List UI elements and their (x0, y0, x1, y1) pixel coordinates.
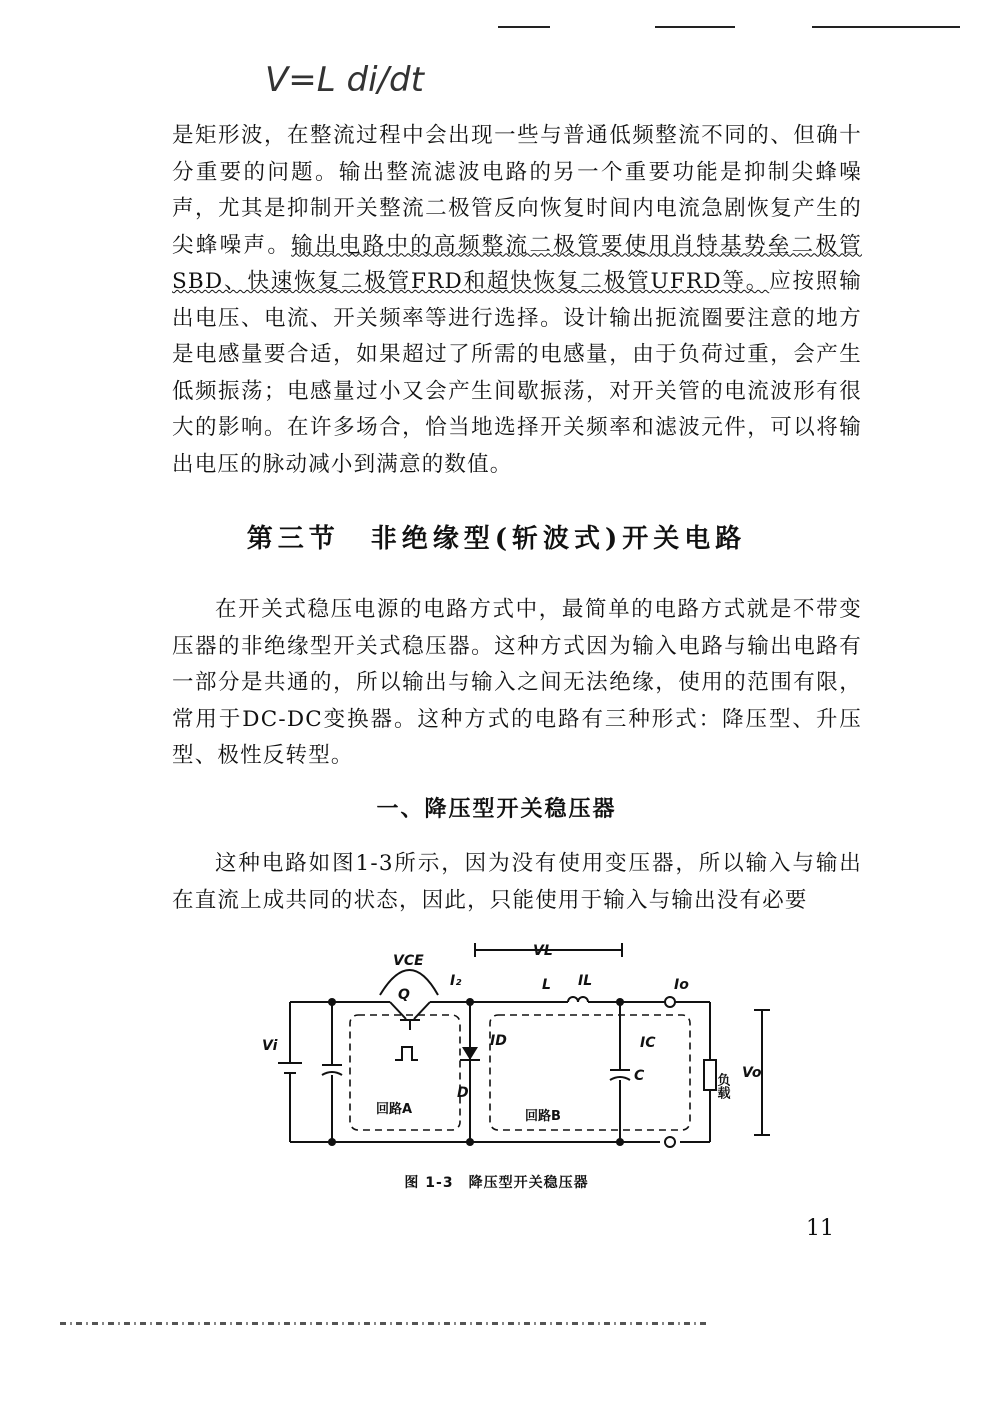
header-rule-3 (812, 26, 960, 28)
scan-artifact-line (60, 1322, 710, 1325)
label-c: C (634, 1068, 645, 1084)
handwritten-note: V=L di/dt (265, 60, 424, 100)
label-ic: IC (640, 1035, 656, 1051)
label-l: L (542, 977, 551, 993)
paragraph-3-text: 这种电路如图1-3所示，因为没有使用变压器，所以输入与输出在直流上成共同的状态，因此，只能使用于输入与输出没有必要 (172, 851, 862, 913)
label-loop-b: 回路B (525, 1109, 561, 1124)
label-vl: VL (533, 943, 553, 959)
section-title: 第三节 非绝缘型(斩波式)开关电路 (246, 524, 747, 554)
label-vce: VCE (393, 953, 424, 969)
paragraph-1-underlined: 输出电路中的高频整流二极管要使用肖特基势垒二极管SBD、快速恢复二极管FRD和超快恢复二极管UFRD等。 (172, 232, 862, 294)
circuit-diagram (250, 935, 790, 1170)
label-il: IL (578, 973, 593, 989)
label-vi: Vi (262, 1038, 278, 1054)
label-d: D (457, 1085, 469, 1101)
label-loop-a: 回路A (376, 1102, 413, 1117)
header-rule-2 (655, 26, 735, 28)
paragraph-2 (172, 592, 862, 775)
paragraph-3 (172, 846, 862, 919)
label-vo: Vo (742, 1065, 762, 1081)
page-number: 11 (806, 1216, 834, 1241)
label-i2: I₂ (450, 973, 462, 989)
figure-caption: 图 1-3 降压型开关稳压器 (404, 1175, 589, 1191)
label-id: ID (490, 1033, 507, 1049)
subsection-title: 一、降压型开关稳压器 (376, 797, 617, 822)
label-q: Q (398, 987, 410, 1003)
paragraph-1-text-b: 应按照输出电压、电流、开关频率等进行选择。设计输出扼流圈要注意的地方是电感量要合适，如果超过了所需的电感量，由于负荷过重，会产生低频振荡；电感量过小又会产生间歇振荡，对开关管的电流波形有很大的影响。在许多场合，恰当地选择开关频率和滤波元件，可以将输出电压的脉动减小到满意的数值。 (172, 269, 862, 477)
header-rule-1 (498, 26, 550, 28)
paragraph-1-text-a: 是矩形波，在整流过程中会出现一些与普通低频整流不同的、但确十分重要的问题。输出整流滤波电路的另一个重要功能是抑制尖蜂噪声，尤其是抑制开关整流二极管反向恢复时间内电流急剧恢复产生的尖蜂噪声。 (172, 123, 862, 258)
label-io: Io (674, 977, 689, 993)
paragraph-2-text: 在开关式稳压电源的电路方式中，最简单的电路方式就是不带变压器的非绝缘型开关式稳压器。这种方式因为输入电路与输出电路有一部分是共通的，所以输出与输入之间无法绝缘，使用的范围有限，常用于DC-DC变换器。这种方式的电路有三种形式：降压型、升压型、极性反转型。 (172, 597, 862, 768)
label-load: 负载 (714, 1073, 730, 1099)
paragraph-1 (172, 118, 862, 483)
